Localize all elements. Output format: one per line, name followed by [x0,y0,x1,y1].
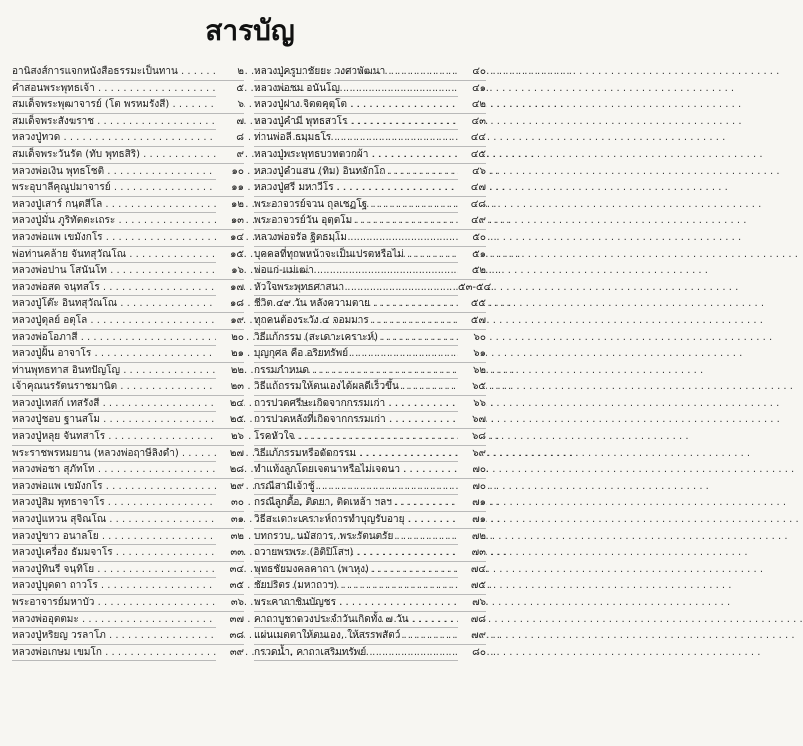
toc-entry [12,296,244,313]
toc-entry-title: หลวงปู่หลุย จันทสาโร . . . [12,429,216,445]
toc-entry-page: ๒๖ [216,429,244,445]
toc-entry [254,114,486,131]
toc-entry [254,280,492,297]
toc-entry-page: ๗๘ [458,612,486,628]
toc-entry-page: ๖ [216,97,244,113]
toc-entry-page: ๕๒ [458,263,486,279]
toc-entry [254,495,486,512]
toc-entry-title: หลวงปู่ชอบ ฐานสโม . . . [12,412,216,428]
toc-entry-page: ๑๙ [216,313,244,329]
toc-entry-page: ๒๕ [216,412,244,428]
toc-entry [12,495,244,512]
toc-entry-title: หลวงปู่โต๊ะ อินทสุวัณโณ . . . [12,296,216,312]
toc-entry-page: ๗๔ [458,562,486,578]
toc-entry [254,545,486,562]
toc-entry-title: ทุกคนต้องระวัง ๔ จอมมาร . . . [254,313,458,329]
toc-entry [254,180,486,197]
toc-entry [254,429,486,446]
toc-entry-page: ๖๐ [458,330,486,346]
toc-entry-page: ๖๖ [458,396,486,412]
toc-entry-title: วิธีสะเดาะเคราะห์การทำบุญรับอายุ . . . [254,512,458,528]
toc-entry-page: ๑๐ [216,164,244,180]
toc-entry [12,645,244,662]
toc-entry [12,363,244,380]
toc-entry [254,412,486,429]
page-title: สารบัญ [205,14,295,47]
toc-entry-page: ๑๑ [216,180,244,196]
toc-entry-page: ๔๓ [458,114,486,130]
toc-entry-title: หลวงปู่ครูบาชัยยะ วงศาพัฒนา . . . [254,64,458,80]
toc-entry [254,562,486,579]
toc-entry [254,628,486,645]
toc-entry-title: บุญกุศล คือ อริยทรัพย์ . . . [254,346,458,362]
toc-entry [254,230,486,247]
toc-entry [12,147,244,164]
toc-entry-title: หลวงปู่มั่น ภูริทัตตะเถระ . . . [12,213,216,229]
toc-entry [12,330,244,347]
toc-entry-page: ๒๑ [216,346,244,362]
toc-entry [12,462,244,479]
toc-entry-title: พระอุบาลีคุณูปมาจารย์ . . . [12,180,216,196]
toc-entry [254,330,486,347]
toc-entry-title: ท่านพุทธทาส อินทปัญโญ . . . [12,363,216,379]
toc-entry-title: พ่อท่านคล้าย จันทสุวัณโณ . . . [12,247,216,263]
toc-entry [12,446,244,463]
toc-entry [12,479,244,496]
toc-entry [12,230,244,247]
toc-entry-title: หลวงปู่บุดดา ถาวโร . . . [12,578,216,594]
toc-entry-title: หลวงปู่ดุลย์ อตุโล . . . [12,313,216,329]
toc-entry-title: หลวงพ่อสด จนฺทสโร . . . [12,280,216,296]
toc-entry [254,379,486,396]
toc-entry-page: ๓๓ [216,545,244,561]
toc-entry [12,280,244,297]
toc-entry-title: หลวงปู่แหวน สุจิณโณ . . . [12,512,216,528]
toc-entry-title: บุคคลที่ทุกพหน้าจะเป็นเปรตหรือไม่ . . . [254,247,458,263]
toc-entry-page: ๙ [216,147,244,163]
toc-entry-page: ๗๙ [458,628,486,644]
toc-entry-page: ๒๔ [216,396,244,412]
toc-entry-page: ๓๕ [216,578,244,594]
toc-entry-page: ๖๙ [458,446,486,462]
toc-entry [254,130,486,147]
toc-entry-title: หลวงปู่เทสก์ เทสรังสี . . . [12,396,216,412]
toc-entry-title: หลวงปู่พระพุทธบาทตากผ้า . . . [254,147,458,163]
toc-right-column [254,64,492,661]
toc-entry [254,645,486,662]
toc-left-column [12,64,244,661]
toc-entry-title: หลวงปู่เครื่อง ธัมมจาโร . . . [12,545,216,561]
toc-entry-page: ๖๕ [458,379,486,395]
toc-entry [12,313,244,330]
toc-entry-page: ๔๔ [458,130,486,146]
toc-entry [254,164,486,181]
toc-entry [12,595,244,612]
toc-entry [254,462,486,479]
toc-entry-page: ๗๐ [458,462,486,478]
toc-entry-page: ๔๗ [458,180,486,196]
toc-entry-page: ๘๐ [458,645,486,661]
toc-entry-page: ๔๒ [458,97,486,113]
toc-entry-page: ๕๑ [458,247,486,263]
toc-entry-title: หลวงพ่ออุตตมะ . . . [12,612,216,628]
toc-entry [12,97,244,114]
toc-entry-title: สมเด็จพระสังฆราช . . . [12,114,216,130]
toc-entry [254,612,486,629]
toc-entry-page: ๔๑ [458,81,486,97]
toc-entry-title: หลวงปู่สิม พุทธาจาโร . . . [12,495,216,511]
toc-entry-page: ๕๐ [458,230,486,246]
toc-entry-title: สมเด็จพระวันรัต (ทับ พุทธสิริ) . . . [12,147,216,163]
toc-entry-page: ๒ [216,64,244,80]
toc-entry [254,479,486,496]
toc-entry-title: การปวดศรีษะเกิดจากกรรมเก่า . . . [254,396,458,412]
toc-entry-title: การปวดหลังที่เกิดจากกรรมเก่า . . . [254,412,458,428]
toc-entry-page: ๕๗ [458,313,486,329]
toc-entry [254,578,486,595]
toc-entry-title: หลวงพ่อโอภาสี . . . [12,330,216,346]
toc-entry-page: ๗๖ [458,595,486,611]
toc-entry-title: หลวงปู่ฝาง จิตตคุตฺโต . . . [254,97,458,113]
toc-entry-title: หลวงพ่อแพ เขมังกโร . . . [12,230,216,246]
toc-entry-title: บทกราบ, นมัสการ, พระรัตนตรัย . . . [254,529,458,545]
toc-entry-title: หลวงปู่เสาร์ กนฺตสีโล . . . [12,197,216,213]
toc-entry [254,147,486,164]
toc-entry-title: ท่านพ่อลี ธมฺมธโร . . . [254,130,458,146]
toc-entry-title: หลวงปู่ทวด . . . [12,130,216,146]
toc-entry-page: ๗๓ [458,545,486,561]
toc-entry-title: พุทธชัยมงคลคาถา (พาหุง) . . . [254,562,458,578]
toc-entry-title: ทำแท้งลูกโดยเจตนาหรือไม่เจตนา . . . [254,462,458,478]
toc-entry-page: ๗๑ [458,512,486,528]
toc-entry [254,64,486,81]
toc-entry [254,529,486,546]
toc-entry-title: ถวายพรพระ (อิติปิโสฯ) . . . [254,545,458,561]
toc-entry-title: หลวงปู่ศรี มหาวีโร . . . [254,180,458,196]
toc-entry-page: ๔๖ [458,164,486,180]
toc-entry-page: ๔๕ [458,147,486,163]
toc-entry-title: วิธีแก้กรรมหรือตัดกรรม . . . [254,446,458,462]
toc-entry-page: ๑๕ [216,247,244,263]
toc-entry [12,164,244,181]
toc-entry-title: ชีวิต ๔๙ วัน หลังความตาย . . . [254,296,458,312]
toc-entry-page: ๑๘ [216,296,244,312]
toc-entry-page: ๒๐ [216,330,244,346]
toc-entry [12,578,244,595]
toc-entry [254,346,486,363]
toc-entry-title: แผ่นเมตตาให้ตนเอง, ให้สรรพสัตว์ . . . [254,628,458,644]
toc-entry-page: ๒๒ [216,363,244,379]
toc-entry-title: โรคหัวใจ . . . [254,429,458,445]
toc-entry-page: ๑๒ [216,197,244,213]
toc-entry-page: ๕ [216,81,244,97]
toc-entry-page: ๒๗ [216,446,244,462]
toc-entry-page: ๑๗ [216,280,244,296]
toc-entry-page: ๖๒ [458,363,486,379]
toc-entry [254,446,486,463]
toc-entry-page: ๑๔ [216,230,244,246]
toc-entry [12,562,244,579]
toc-entry-title: พระอาจารย์มหาบัว . . . [12,595,216,611]
toc-entry-page: ๑๖ [216,263,244,279]
toc-entry [12,197,244,214]
toc-entry-title: หลวงพ่อเงิน พุทธโชติ . . . [12,164,216,180]
toc-entry-page: ๓๙ [216,645,244,661]
toc-entry-page: ๕๓-๕๔ [458,280,486,296]
toc-entry-page: ๒๘ [216,462,244,478]
toc-entry-title: พระอาจารย์วัน อุตฺตโม . . . [254,213,458,229]
toc-entry [12,247,244,264]
toc-entry [12,81,244,98]
toc-entry [12,429,244,446]
toc-entry-page: ๓๔ [216,562,244,578]
toc-entry-page: ๔๘ [458,197,486,213]
toc-entry [12,263,244,280]
toc-entry-page: ๗๒ [458,529,486,545]
toc-entry-title: กรวดน้ำ, คาถาเสริมทรัพย์ . . . [254,645,458,661]
toc-entry-page: ๖๗ [458,412,486,428]
toc-entry [12,545,244,562]
toc-entry [254,81,486,98]
toc-entry [12,130,244,147]
toc-entry-title: หลวงพ่อชา สุภัทโท . . . [12,462,216,478]
toc-entry-title: หลวงปู่ทินรี จนฺทิโย . . . [12,562,216,578]
toc-entry-title: หลวงพ่อเกษม เขมโก . . . [12,645,216,661]
toc-entry-title: หลวงปู่คำมี พุทธสาโร . . . [254,114,458,130]
toc-entry-title: กรณีลูกดื้อ, ติดยา, ติดเหล้า ฯลฯ . . . [254,495,458,511]
toc-entry-title: วิธีแก้กรรม (สะเดาะเคราะห์) . . . [254,330,458,346]
toc-entry [254,313,486,330]
toc-entry [254,263,486,280]
toc-entry-page: ๔๙ [458,213,486,229]
toc-entry-title: หลวงพ่อปาน โสนันโท . . . [12,263,216,279]
toc-entry [254,396,486,413]
toc-entry-page: ๒๙ [216,479,244,495]
toc-entry [12,346,244,363]
toc-entry-page: ๖๑ [458,346,486,362]
toc-entry-title: อานิสงส์การแจกหนังสือธรรมะเป็นทาน . . . [12,64,216,80]
toc-entry-page: ๑๓ [216,213,244,229]
toc-entry-page: ๓๐ [216,495,244,511]
toc-entry-page: ๓๘ [216,628,244,644]
toc-entry [12,396,244,413]
toc-entry [254,197,486,214]
toc-entry-title: เจ้าคุณนรรัตนราชมานิต . . . [12,379,216,395]
toc-entry-page: ๗ [216,114,244,130]
toc-entry-title: คาถาบูชาดวงประจำวันเกิดทั้ง ๗ วัน . . . [254,612,458,628]
toc-entry-title: หลวงปู่หริยญ วรลาโภ . . . [12,628,216,644]
toc-entry-title: สมเด็จพระพุฒาจารย์ (โต พรหมรังสี) . . . [12,97,216,113]
toc-entry [12,529,244,546]
toc-entry-title: กรรมกำหนด . . . [254,363,458,379]
toc-entry [254,213,486,230]
toc-entry [12,612,244,629]
toc-entry-title: หลวงพ่อจรัล ฐิตธมฺโม . . . [254,230,458,246]
toc-entry-title: พ่อแก่-แม่เฒ่า . . . [254,263,458,279]
toc-entry [254,363,486,380]
toc-entry [254,595,486,612]
toc-entry [12,379,244,396]
toc-entry-title: หลวงปู่ขาว อนาลโย . . . [12,529,216,545]
toc-entry-page: ๓๑ [216,512,244,528]
toc-entry-title: พระคาถาชินบัญชร . . . [254,595,458,611]
toc-entry-page: ๓๒ [216,529,244,545]
toc-entry-title: พระราชพรหมยาน (หลวงพ่อฤาษีลิงดำ) . . . [12,446,216,462]
toc-entry [254,296,486,313]
toc-entry-title: หลวงพ่อแพ เขมังกโร . . . [12,479,216,495]
toc-entry-page: ๕๕ [458,296,486,312]
toc-entry-title: หลวงปู่คำแสน (ทิม) อินทจักโก . . . [254,164,458,180]
toc-entry-title: หัวใจพระพุทธศาสนา . . . [254,280,458,296]
toc-entry-title: วิธีแก้กรรมให้ตนเองได้ผลดีเร็วขึ้น . . . [254,379,458,395]
toc-entry-title: ชัยปริตร (มหากาฯ) . . . [254,578,458,594]
toc-entry-title: หลวงปู่ฝั้น อาจาโร . . . [12,346,216,362]
toc-entry [254,247,486,264]
toc-entry [12,180,244,197]
toc-entry [12,512,244,529]
toc-entry [12,114,244,131]
toc-entry-title: กรณีสามีเจ้าชู้ . . . [254,479,458,495]
toc-entry-page: ๔๐ [458,64,486,80]
toc-entry-page: ๗๑ [458,495,486,511]
toc-entry-page: ๓๖ [216,595,244,611]
toc-entry-page: ๗๕ [458,578,486,594]
toc-entry-page: ๓๗ [216,612,244,628]
toc-entry-page: ๗๐ [458,479,486,495]
toc-entry-page: ๖๘ [458,429,486,445]
toc-entry [254,97,486,114]
toc-entry [12,213,244,230]
toc-entry [12,412,244,429]
toc-entry [254,512,486,529]
toc-entry-page: ๘ [216,130,244,146]
toc-entry [12,628,244,645]
toc-entry-title: พระอาจารย์จวน กุลเชฏโฐ . . . [254,197,458,213]
toc-entry-title: หลวงพ่อชม อนันโญ . . . [254,81,458,97]
toc-entry [12,64,244,81]
toc-entry-title: คำสอนพระพุทธเจ้า . . . [12,81,216,97]
toc-entry-page: ๒๓ [216,379,244,395]
